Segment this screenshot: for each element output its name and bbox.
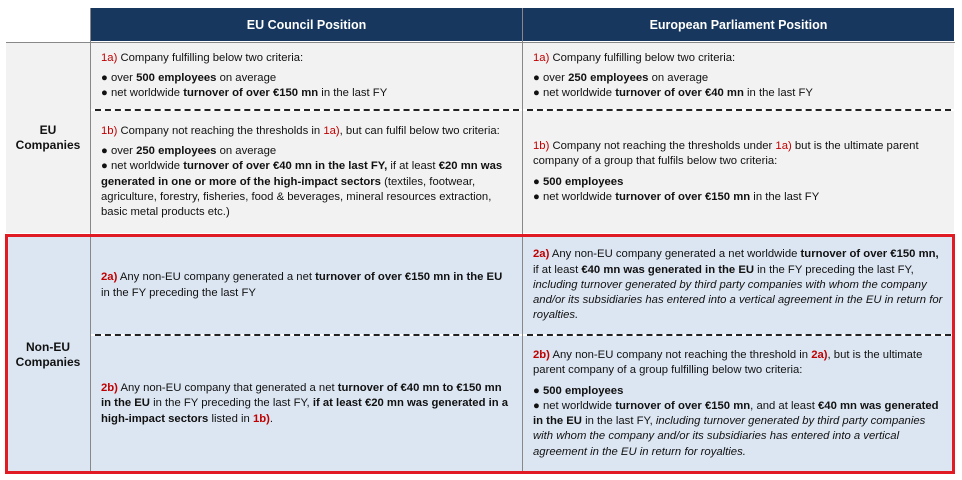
row-label-line: EU: [39, 123, 57, 137]
header-european-parliament: European Parliament Position: [523, 8, 954, 41]
cell-parliament-1a: 1a) Company fulfilling below two criteria: ● over 250 employees on average ● net worldwide turnover of over €40 mn in the last FY: [523, 43, 954, 109]
grid-line: [6, 234, 955, 235]
grid-line: [522, 8, 523, 474]
cell-parliament-2a: 2a) Any non-EU company generated a net worldwide turnover of over €150 mn, if at least €40 mn was generated in the EU in the FY preceding the last FY, including turnover generated by third party companies with whom the company and/or its subsidiaries has entered into a vertical agreement in the EU in return for royalties.: [523, 237, 954, 334]
row-label-line: Non-EU: [26, 339, 70, 354]
row-label-line: Companies: [15, 354, 81, 369]
cell-council-2a: 2a) Any non-EU company generated a net turnover of over €150 mn in the EU in the FY preceding the last FY: [91, 237, 522, 334]
cell-parliament-2b: 2b) Any non-EU company not reaching the threshold in 2a), but is the ultimate parent company of a group fulfilling below two criteria: ● 500 employees ● net worldwide turnover of over €150 mn, and at least €40 mn was generated in the EU in the last FY, including turnover generated by third party companies with whom the company and/or its subsidiaries has entered into a vertical agreement in the EU in return for royalties.: [523, 336, 954, 472]
row-label-line: Companies: [15, 138, 81, 152]
grid-line: [90, 8, 91, 474]
cell-council-2b: 2b) Any non-EU company that generated a net turnover of €40 mn to €150 mn in the EU in the FY preceding the last FY, if at least €20 mn was generated in a high-impact sectors listed in 1b).: [91, 336, 522, 472]
cell-council-1a: 1a) Company fulfilling below two criteria: ● over 500 employees on average ● net worldwide turnover of over €150 mn in the last FY: [91, 43, 522, 109]
header-eu-council: EU Council Position: [91, 8, 522, 41]
dashed-divider: [527, 109, 951, 111]
dashed-divider: [95, 334, 519, 336]
row-label-non-eu-companies: [6, 237, 90, 472]
cell-council-1b: 1b) Company not reaching the thresholds in 1a), but can fulfil below two criteria: ● over 250 employees on average ● net worldwide turnover of over €40 mn in the last FY, if at least €20 mn was generated in one or more of the high-impact sectors (textiles, footwear, agriculture, forestry, fisheries, food & beverages, mineral resources extraction, basic metal products etc.): [91, 111, 522, 233]
dashed-divider: [527, 334, 951, 336]
cell-parliament-1b: 1b) Company not reaching the thresholds under 1a) but is the ultimate parent company of a group that fulfils below two criteria: ● 500 employees ● net worldwide turnover of over €150 mn in the last FY: [523, 111, 954, 233]
grid-line: [6, 42, 955, 43]
dashed-divider: [95, 109, 519, 111]
row-label-eu-companies: [6, 43, 90, 233]
